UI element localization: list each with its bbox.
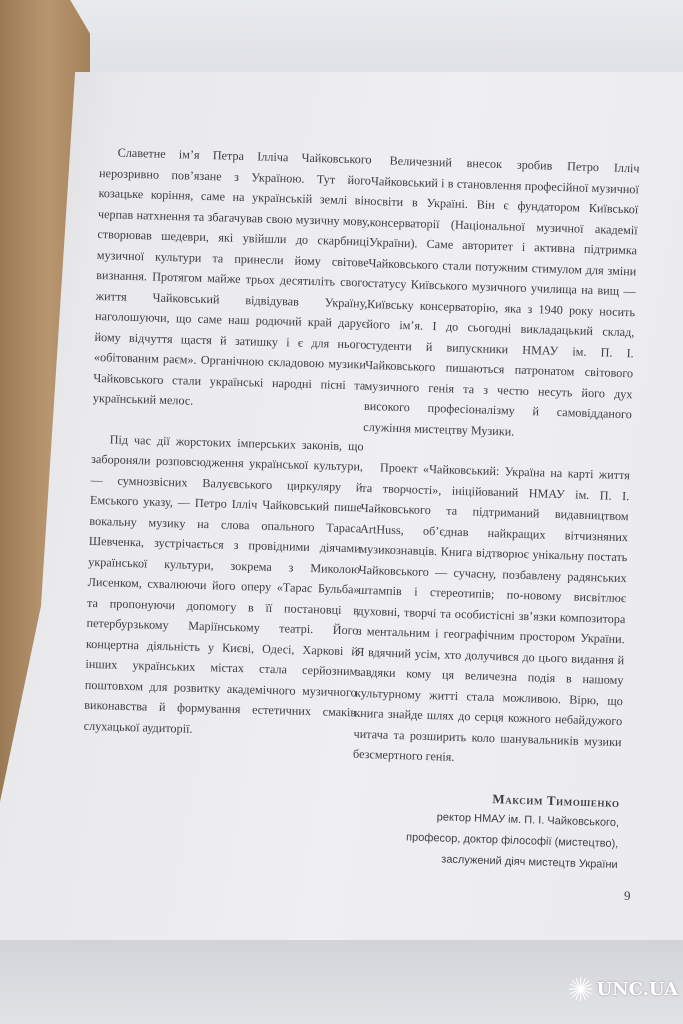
paragraph: Проект «Чайковський: Україна на карті життя та творчості», ініційований НМАУ ім. П. І. Чайковського та підтриманий видавництвом ArtHuss, об’єднав найкращих вітчизняних музикознавців. Книга відтворює унікальну постать Чайковського — сучасну, позбавлену радянських штампів і стереотипів; по-новому висвітлює духовні, творчі та особистісні зв’язки композитора з ментальним і географічним простором України. Я вдячний усім, хто долучився до цього видання й завдяки кому ця величезна подія в нашому культурному житті стала можливою. Вірю, що книга знайде шлях до серця кожного небайдужого читача та розширить коло шанувальників музики безсмертного генія.: [352, 460, 631, 764]
signature-title-line: професор, доктор філософії (мистецтво),: [405, 831, 619, 851]
signature-title-line: заслужений діяч мистецтв України: [441, 853, 618, 872]
watermark-star-icon: [568, 967, 593, 1011]
background-surface: [0, 0, 683, 80]
left-text-column: [83, 142, 372, 763]
watermark-text: UNC.UA: [596, 978, 678, 1000]
signature-block: [349, 784, 619, 876]
paragraph: Під час дії жорстоких імперських законів, що забороняли розповсюдження української культури, — сумнозвісних Валуєвського циркуляру й Емського указу, — Петро Ілліч Чайковський пише вокальну музику на слова опального Тараса Шевченка, зустрічається з провідними діячами української культури, зокрема з Миколою Лисенком, схвалюючи його оперу «Тарас Бульба» та пропонуючи допомогу в її постановці в петербурзькому Маріїнському театрі. Його концертна діяльність у Києві, Одесі, Харкові й інших українських містах стала серйозним поштовхом для розвитку академічного музичного виконавства й формування естетичних смаків слухацької аудиторії.: [83, 431, 364, 736]
paragraph: Величезний внесок зробив Петро Ілліч Чайковський і в становлення професійної музичної освіти в Україні. Він є фундатором Київської консерваторії (Національної музичної академії України). Саме авторитет і активна підтримка Чайковського стали потужним стимулом для зміни статусу Київського музичного училища на вищ — Київську консерваторію, яка з 1940 року носить його ім’я. І до сьогодні викладацький склад, студенти й випускники НМАУ ім. П. І. Чайковського пишаються патронатом світового музичного генія та з честю несуть його дух високого професіоналізму й самовідданого служіння мистецтву Музики.: [363, 153, 640, 439]
right-text-column: [349, 150, 639, 876]
signature-title-line: ректор НМАУ ім. П. І. Чайковського,: [436, 811, 620, 830]
page-number: 9: [624, 888, 631, 903]
watermark: [568, 966, 678, 1012]
paragraph: Славетне ім’я Петра Ілліча Чайковського нерозривно пов’язане з Україною. Тут його козацьке коріння, саме на українській землі він черпав натхнення та збагачував свою музичну мову, створював шедеври, які увійшли до скарбниці музичної культури та принесли йому світове визнання. Протягом майже трьох десятиліть свого життя Чайковський відвідував Україну, наголошуючи, що саме наш родючий край дарує йому відчуття щастя й затишку і є для нього «обітованим раєм». Органічною складовою музики Чайковського стали українські народні пісні та український мелос.: [92, 145, 372, 408]
signature-name: Максим Тимошенко: [492, 790, 620, 810]
